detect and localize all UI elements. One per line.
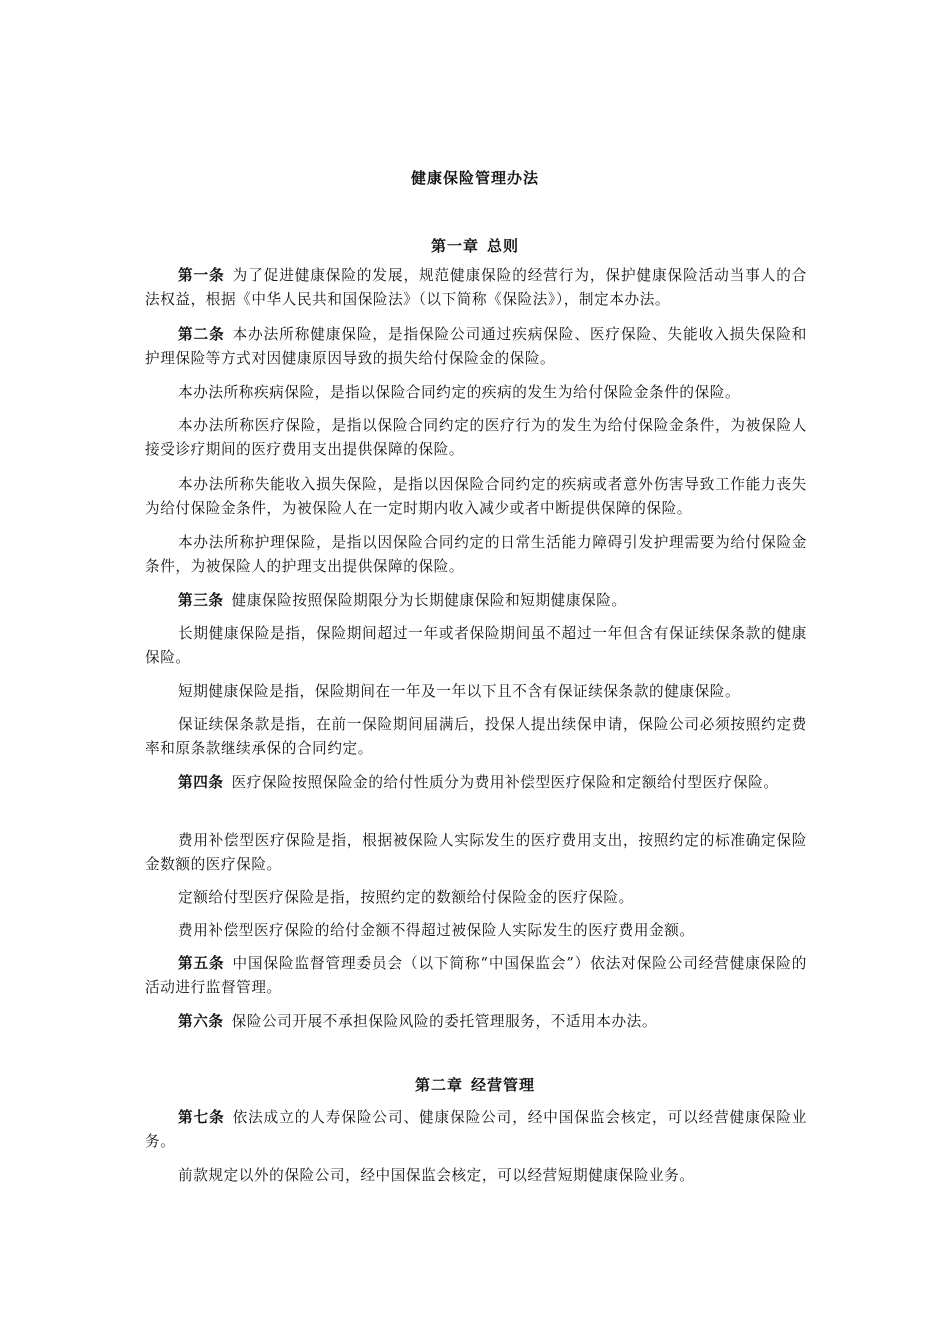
paragraph — [145, 381, 807, 405]
paragraph-text: 保证续保条款是指，在前一保险期间届满后，投保人提出续保申请，保险公司必须按照约定费率和原条款继续承保的合同约定。 — [145, 716, 807, 757]
paragraph — [145, 680, 807, 704]
paragraph — [145, 414, 807, 462]
paragraph-text: 依法成立的人寿保险公司、健康保险公司，经中国保监会核定，可以经营健康保险业务。 — [145, 1109, 807, 1150]
article-6-paragraph — [145, 1010, 807, 1034]
paragraph-text: 为了促进健康保险的发展，规范健康保险的经营行为，保护健康保险活动当事人的合法权益，根据《中华人民共和国保险法》（以下简称《保险法》），制定本办法。 — [145, 267, 807, 308]
paragraph-text: 本办法所称疾病保险，是指以保险合同约定的疾病的发生为给付保险金条件的保险。 — [178, 384, 741, 401]
article-label: 第二条 — [178, 326, 225, 343]
article-5-paragraph — [145, 952, 807, 1000]
paragraph-text: 前款规定以外的保险公司，经中国保监会核定，可以经营短期健康保险业务。 — [178, 1167, 695, 1184]
article-7-paragraph — [145, 1106, 807, 1154]
paragraph-text: 短期健康保险是指，保险期间在一年及一年以下且不含有保证续保条款的健康保险。 — [178, 683, 741, 700]
paragraph-text: 定额给付型医疗保险是指，按照约定的数额给付保险金的医疗保险。 — [178, 889, 634, 906]
article-label: 第四条 — [178, 774, 224, 791]
paragraph-text: 本办法所称医疗保险，是指以保险合同约定的医疗行为的发生为给付保险金条件，为被保险人接受诊疗期间的医疗费用支出提供保障的保险。 — [145, 417, 807, 458]
paragraph — [145, 531, 807, 579]
article-label: 第三条 — [178, 592, 224, 609]
chapter-name: 经营管理 — [471, 1076, 536, 1094]
paragraph-text: 健康保险按照保险期限分为长期健康保险和短期健康保险。 — [231, 592, 627, 609]
paragraph — [145, 1164, 807, 1188]
paragraph-text: 保险公司开展不承担保险风险的委托管理服务，不适用本办法。 — [231, 1013, 658, 1030]
paragraph — [145, 473, 807, 521]
chapter-heading-1 — [0, 234, 950, 258]
article-label: 第五条 — [178, 955, 225, 972]
paragraph — [145, 919, 807, 943]
article-label: 第一条 — [178, 267, 225, 284]
paragraph-text: 本办法所称失能收入损失保险，是指以因保险合同约定的疾病或者意外伤害导致工作能力丧失为给付保险金条件，为被保险人在一定时期内收入减少或者中断提供保障的保险。 — [145, 476, 807, 517]
paragraph-text: 中国保险监督管理委员会（以下简称“中国保监会”）依法对保险公司经营健康保险的活动进行监督管理。 — [145, 955, 807, 996]
chapter-name: 总则 — [487, 237, 520, 255]
paragraph — [145, 886, 807, 910]
paragraph-text: 长期健康保险是指，保险期间超过一年或者保险期间虽不超过一年但含有保证续保条款的健康保险。 — [145, 625, 807, 666]
paragraph — [145, 622, 807, 670]
paragraph — [145, 713, 807, 761]
article-label: 第六条 — [178, 1013, 224, 1030]
document-title: 健康保险管理办法 — [410, 169, 539, 187]
paragraph-text: 本办法所称护理保险，是指以因保险合同约定的日常生活能力障碍引发护理需要为给付保险金条件，为被保险人的护理支出提供保障的保险。 — [145, 534, 807, 575]
chapter-number: 第二章 — [414, 1076, 463, 1094]
paragraph — [145, 829, 807, 877]
paragraph-text: 费用补偿型医疗保险的给付金额不得超过被保险人实际发生的医疗费用金额。 — [178, 922, 695, 939]
paragraph-text: 医疗保险按照保险金的给付性质分为费用补偿型医疗保险和定额给付型医疗保险。 — [231, 774, 779, 791]
chapter-heading-2 — [0, 1073, 950, 1097]
paragraph-text: 本办法所称健康保险，是指保险公司通过疾病保险、医疗保险、失能收入损失保险和护理保险等方式对因健康原因导致的损失给付保险金的保险。 — [145, 326, 807, 367]
article-label: 第七条 — [178, 1109, 225, 1126]
article-3-paragraph — [145, 589, 807, 613]
paragraph-text: 费用补偿型医疗保险是指，根据被保险人实际发生的医疗费用支出，按照约定的标准确定保险金数额的医疗保险。 — [145, 832, 807, 873]
article-4-paragraph — [145, 771, 807, 795]
chapter-number: 第一章 — [430, 237, 479, 255]
article-1-paragraph — [145, 264, 807, 312]
article-2-paragraph — [145, 323, 807, 371]
